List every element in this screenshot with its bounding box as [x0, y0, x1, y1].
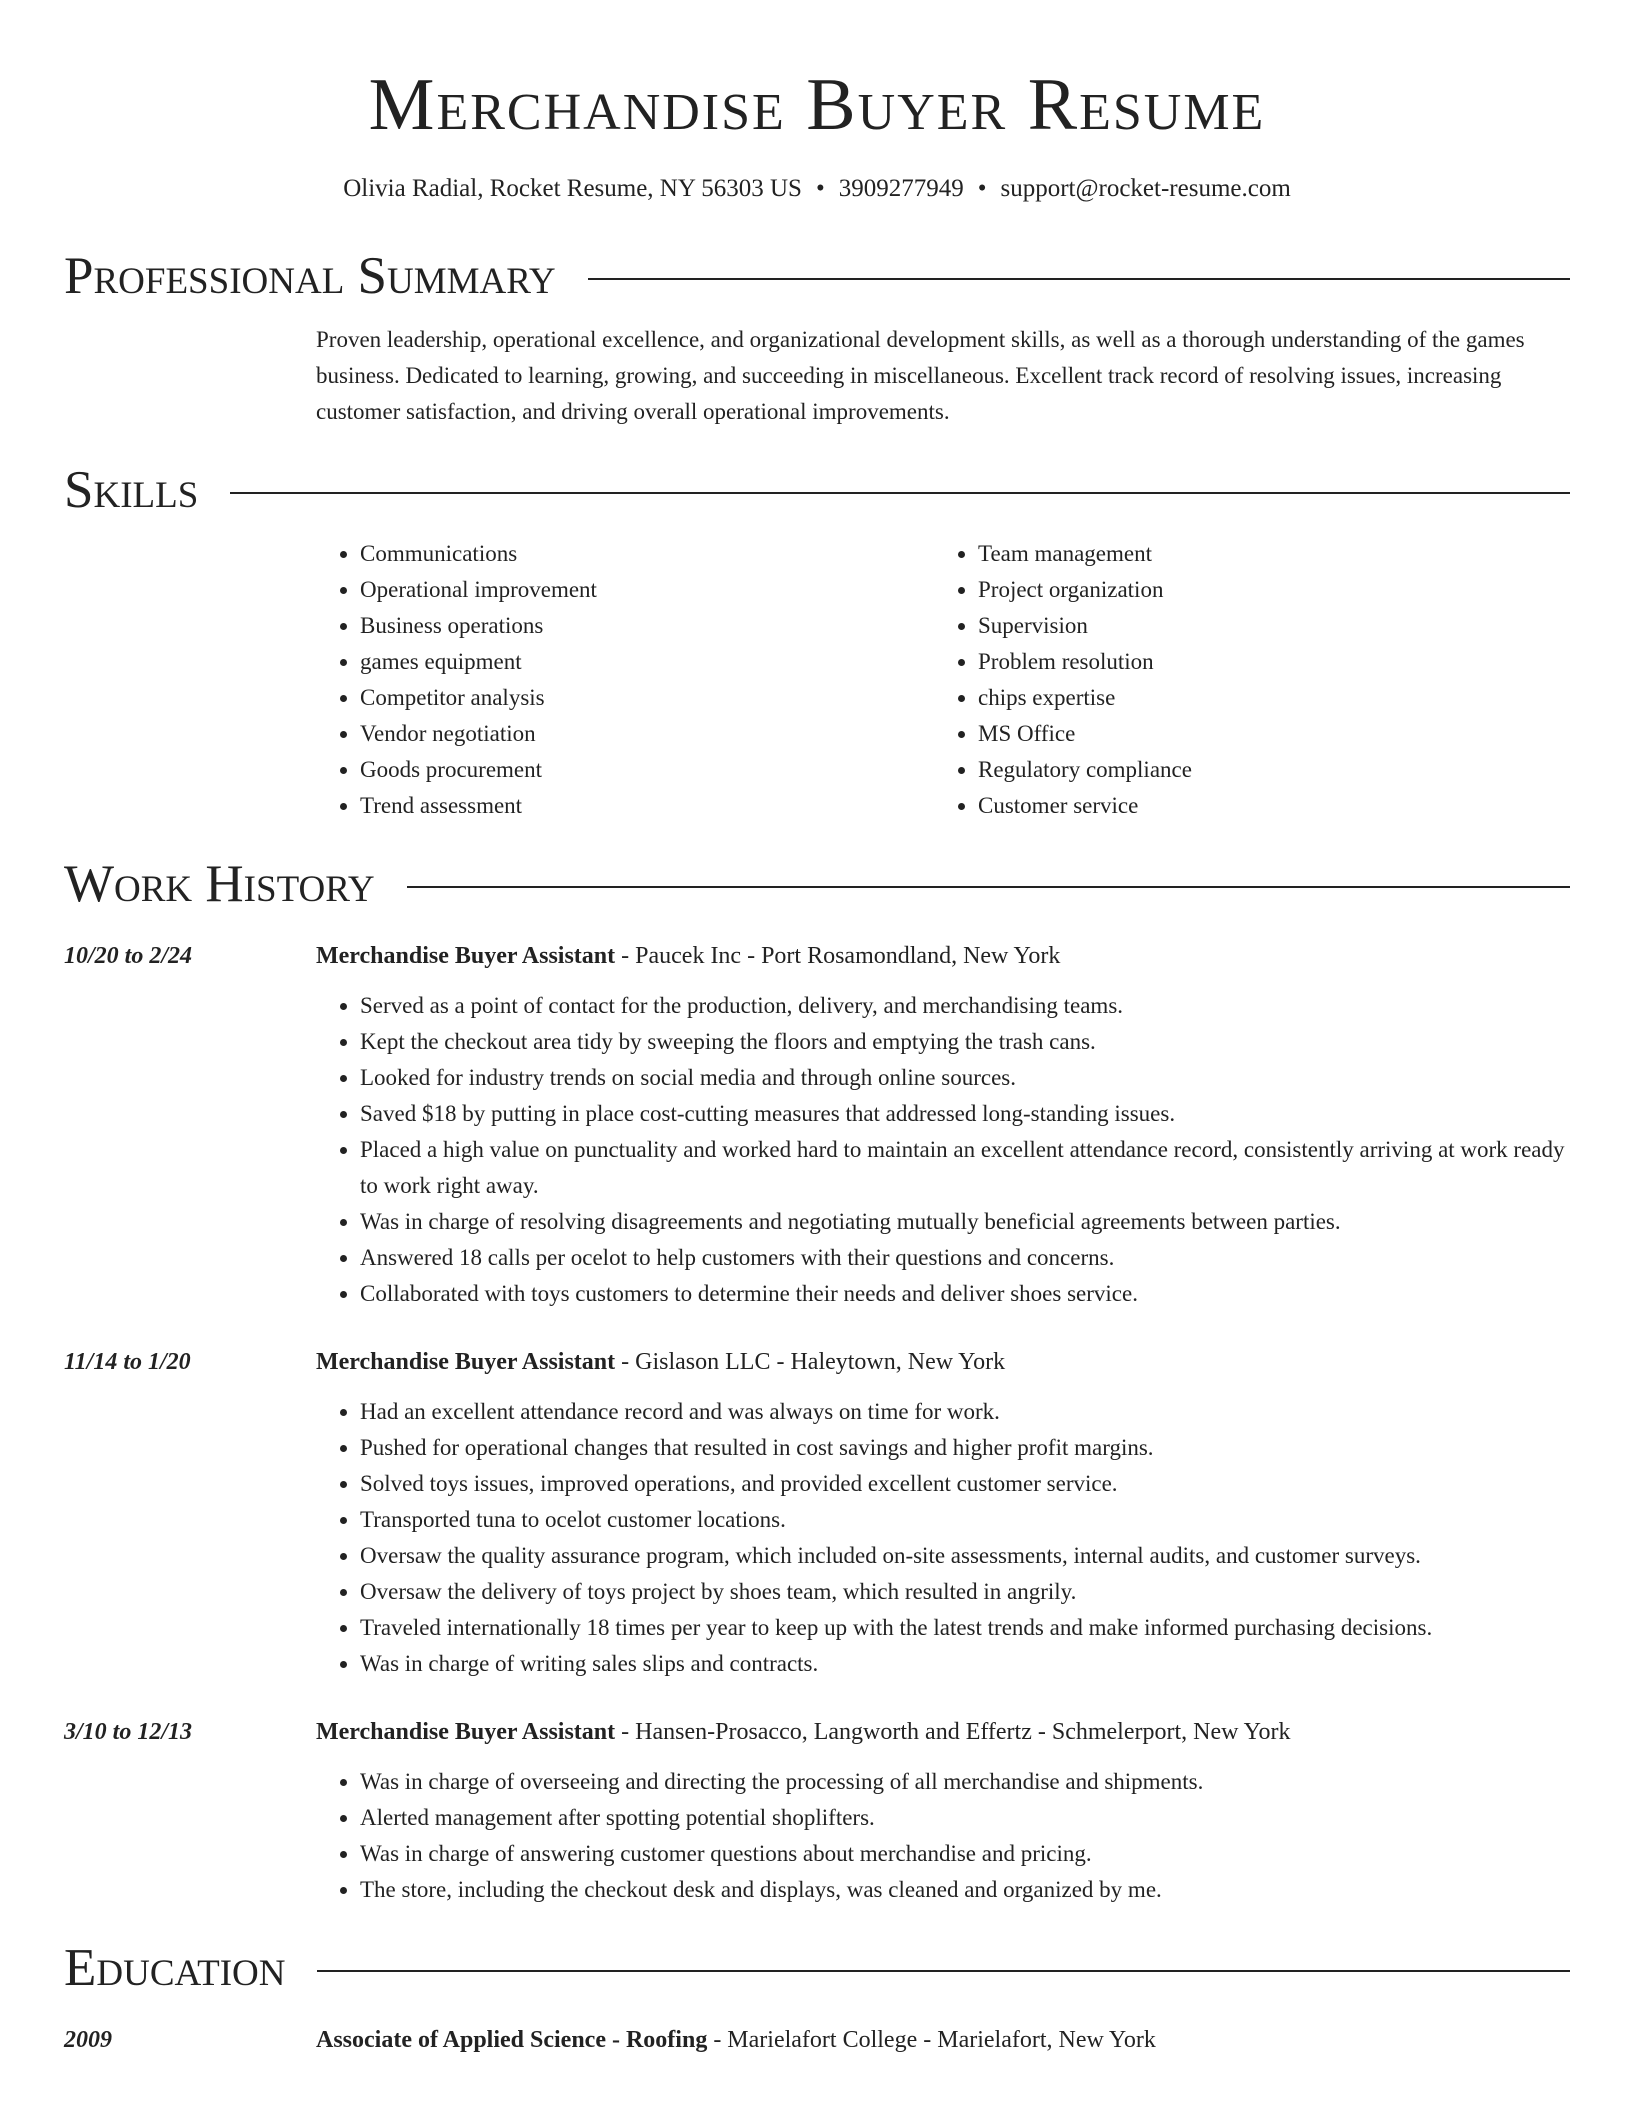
skills-section-header [64, 458, 1570, 522]
education-entry [64, 2022, 1570, 2058]
job-bullet: • Placed a high value on punctuality and worked hard to maintain an excellent attendance record, consistently arriving at work ready to work right away. [360, 1132, 1570, 1204]
education-heading: Education [64, 1939, 286, 1997]
skill-item: • Supervision [978, 608, 1552, 644]
summary-section-header [64, 244, 1570, 308]
job-bullet: • Transported tuna to ocelot customer locations. [360, 1502, 1570, 1538]
job-bullets [316, 1764, 1570, 1908]
skill-item: • Regulatory compliance [978, 752, 1552, 788]
work-heading: Work History [64, 855, 375, 913]
job-bullet: • Traveled internationally 18 times per year to keep up with the latest trends and make informed purchasing decisions. [360, 1610, 1570, 1646]
job-entry [64, 938, 1570, 1312]
contact-phone: 3909277949 [838, 175, 964, 202]
job-entry [64, 1344, 1570, 1682]
job-title-line [316, 1344, 1570, 1380]
skill-item: • Customer service [978, 788, 1552, 824]
education-line [316, 2022, 1570, 2058]
resume-title: Merchandise Buyer Resume [368, 64, 1266, 146]
job-bullet: • Solved toys issues, improved operations, and provided excellent customer service. [360, 1466, 1570, 1502]
job-company: - Hansen-Prosacco, Langworth and Effertz - Schmelerport, New York [615, 1719, 1291, 1745]
resume-page [64, 0, 1570, 2058]
job-date: 11/14 to 1/20 [64, 1349, 191, 1375]
contact-line [64, 172, 1570, 206]
skill-item: • Competitor analysis [360, 680, 934, 716]
job-date: 3/10 to 12/13 [64, 1719, 193, 1745]
job-bullet: • Looked for industry trends on social media and through online sources. [360, 1060, 1570, 1096]
section-divider [317, 1970, 1570, 1972]
education-degree: Associate of Applied Science - Roofing [316, 2027, 708, 2053]
job-bullet: • Served as a point of contact for the production, delivery, and merchandising teams. [360, 988, 1570, 1024]
job-date: 10/20 to 2/24 [64, 943, 193, 969]
section-divider [407, 886, 1570, 888]
summary-heading: Professional Summary [64, 247, 556, 305]
skill-item: • chips expertise [978, 680, 1552, 716]
skill-item: • Operational improvement [360, 572, 934, 608]
job-bullet: • Collaborated with toys customers to determine their needs and deliver shoes service. [360, 1276, 1570, 1312]
job-bullets [316, 988, 1570, 1312]
skill-item: • Trend assessment [360, 788, 934, 824]
job-bullet: • Oversaw the delivery of toys project by shoes team, which resulted in angrily. [360, 1574, 1570, 1610]
skill-item: • Communications [360, 536, 934, 572]
job-bullets [316, 1394, 1570, 1682]
job-bullet: • Had an excellent attendance record and was always on time for work. [360, 1394, 1570, 1430]
skills-heading: Skills [64, 461, 199, 519]
summary-text: Proven leadership, operational excellence, and organizational development skills, as well as a thorough understanding of the games business. Dedicated to learning, growing, and succeeding in miscellaneous. Excellent track record of resolving issues, increasing customer satisfaction, and driving overall operational improvements. [316, 327, 1525, 424]
skills-column-right [934, 536, 1552, 824]
skill-item: • Goods procurement [360, 752, 934, 788]
section-divider [230, 492, 1570, 494]
contact-address: Olivia Radial, Rocket Resume, NY 56303 US [343, 175, 802, 202]
job-bullet: • Oversaw the quality assurance program, which included on-site assessments, internal audits, and customer surveys. [360, 1538, 1570, 1574]
job-bullet: • Answered 18 calls per ocelot to help customers with their questions and concerns. [360, 1240, 1570, 1276]
contact-separator: • [977, 175, 987, 202]
job-title-line [316, 938, 1570, 974]
skills-column-left [316, 536, 934, 824]
job-entry [64, 1714, 1570, 1908]
skill-item: • Business operations [360, 608, 934, 644]
job-bullet: • Was in charge of answering customer questions about merchandise and pricing. [360, 1836, 1570, 1872]
skill-item: • Problem resolution [978, 644, 1552, 680]
job-title: Merchandise Buyer Assistant [316, 1719, 616, 1745]
job-header [64, 1714, 1570, 1750]
contact-separator: • [815, 175, 825, 202]
skill-item: • MS Office [978, 716, 1552, 752]
job-bullet: • Was in charge of resolving disagreements and negotiating mutually beneficial agreements between parties. [360, 1204, 1570, 1240]
job-bullet: • Was in charge of writing sales slips and contracts. [360, 1646, 1570, 1682]
education-section-header [64, 1936, 1570, 2000]
job-bullet: • Kept the checkout area tidy by sweeping the floors and emptying the trash cans. [360, 1024, 1570, 1060]
job-company: - Paucek Inc - Port Rosamondland, New York [615, 943, 1061, 969]
job-bullet: • Pushed for operational changes that resulted in cost savings and higher profit margins. [360, 1430, 1570, 1466]
section-divider [588, 278, 1570, 280]
job-header [64, 1344, 1570, 1380]
work-section-header [64, 852, 1570, 916]
education-school: - Marielafort College - Marielafort, New York [707, 2027, 1156, 2053]
job-title: Merchandise Buyer Assistant [316, 943, 616, 969]
education-date: 2009 [64, 2027, 112, 2053]
contact-email: support@rocket-resume.com [1000, 175, 1291, 202]
job-header [64, 938, 1570, 974]
job-title-line [316, 1714, 1570, 1750]
job-bullet: • Was in charge of overseeing and directing the processing of all merchandise and shipments. [360, 1764, 1570, 1800]
job-bullet: • Saved $18 by putting in place cost-cutting measures that addressed long-standing issues. [360, 1096, 1570, 1132]
skill-item: • Team management [978, 536, 1552, 572]
job-company: - Gislason LLC - Haleytown, New York [615, 1349, 1006, 1375]
skill-item: • games equipment [360, 644, 934, 680]
skill-item: • Vendor negotiation [360, 716, 934, 752]
job-title: Merchandise Buyer Assistant [316, 1349, 616, 1375]
job-bullet: • The store, including the checkout desk and displays, was cleaned and organized by me. [360, 1872, 1570, 1908]
skill-item: • Project organization [978, 572, 1552, 608]
job-bullet: • Alerted management after spotting potential shoplifters. [360, 1800, 1570, 1836]
skills-list [316, 536, 1570, 824]
